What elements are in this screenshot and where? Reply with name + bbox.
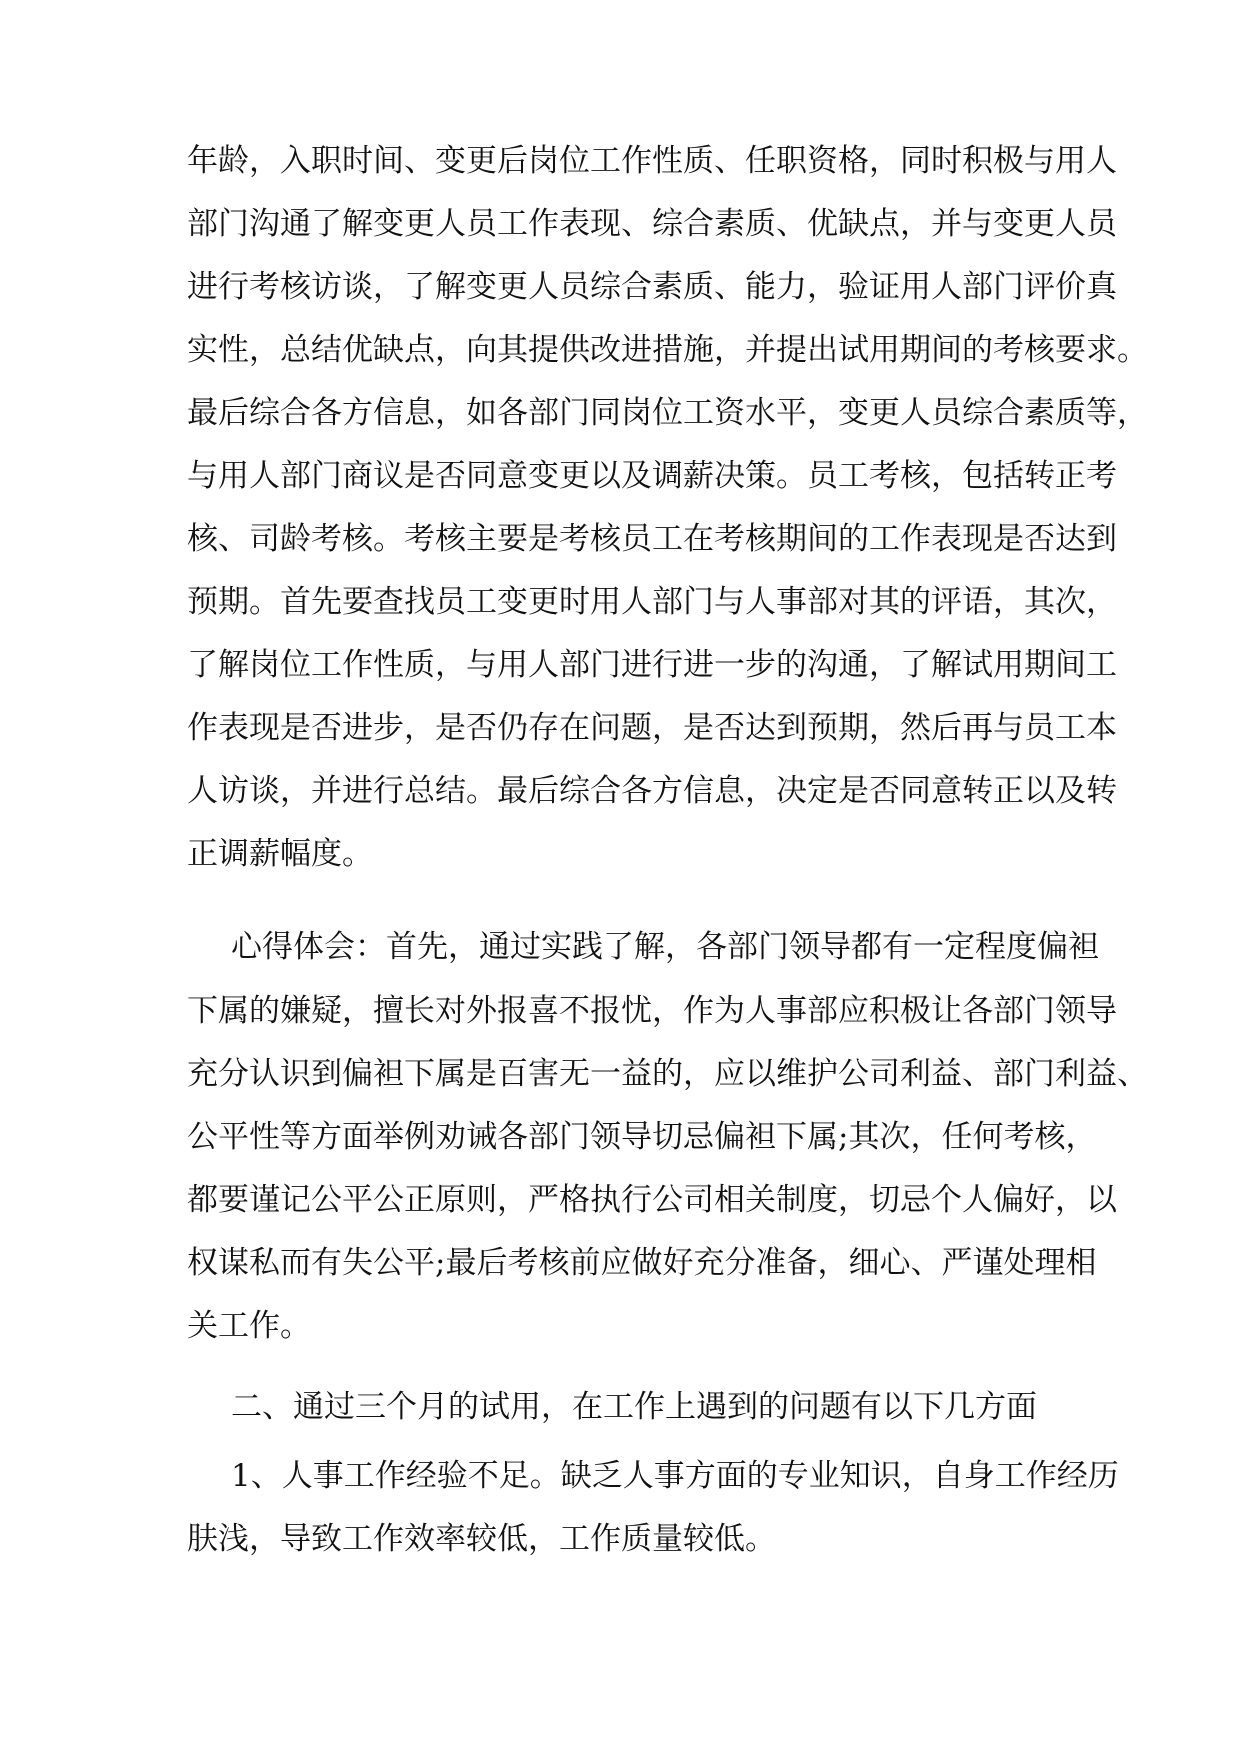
text-line: 1、人事工作经验不足。缺乏人事方面的专业知识，自身工作经历 (231, 1458, 1119, 1494)
text-line: 核、司龄考核。考核主要是考核员工在考核期间的工作表现是否达到 (187, 521, 1117, 557)
text-line: 肤浅，导致工作效率较低，工作质量较低。 (187, 1521, 776, 1557)
text-line: 正调薪幅度。 (187, 836, 373, 872)
text-line: 年龄，入职时间、变更后岗位工作性质、任职资格，同时积极与用人 (187, 143, 1117, 179)
text-line: 最后综合各方信息，如各部门同岗位工资水平，变更人员综合素质等， (187, 395, 1148, 431)
text-line: 了解岗位工作性质，与用人部门进行进一步的沟通，了解试用期间工 (187, 647, 1117, 683)
text-line: 预期。首先要查找员工变更时用人部门与人事部对其的评语，其次， (187, 584, 1117, 620)
text-line: 进行考核访谈，了解变更人员综合素质、能力，验证用人部门评价真 (187, 269, 1117, 305)
text-line: 充分认识到偏袒下属是百害无一益的，应以维护公司利益、部门利益、 (187, 1056, 1148, 1092)
section-heading: 二、通过三个月的试用，在工作上遇到的问题有以下几方面 (231, 1389, 1037, 1425)
text-line: 都要谨记公平公正原则，严格执行公司相关制度，切忌个人偏好，以 (187, 1182, 1117, 1218)
text-line: 与用人部门商议是否同意变更以及调薪决策。员工考核，包括转正考 (187, 458, 1117, 494)
text-line: 部门沟通了解变更人员工作表现、综合素质、优缺点，并与变更人员 (187, 206, 1117, 242)
text-line: 公平性等方面举例劝诫各部门领导切忌偏袒下属;其次，任何考核， (187, 1119, 1097, 1155)
text-line: 实性，总结优缺点，向其提供改进措施，并提出试用期间的考核要求。 (187, 332, 1148, 368)
text-line: 作表现是否进步，是否仍存在问题，是否达到预期，然后再与员工本 (187, 710, 1117, 746)
text-line: 人访谈，并进行总结。最后综合各方信息，决定是否同意转正以及转 (187, 773, 1117, 809)
text-line: 心得体会：首先，通过实践了解，各部门领导都有一定程度偏袒 (231, 929, 1099, 965)
text-line: 权谋私而有失公平;最后考核前应做好充分准备，细心、严谨处理相 (187, 1245, 1097, 1281)
text-line: 关工作。 (187, 1308, 311, 1344)
text-line: 下属的嫌疑，擅长对外报喜不报忧，作为人事部应积极让各部门领导 (187, 993, 1117, 1029)
